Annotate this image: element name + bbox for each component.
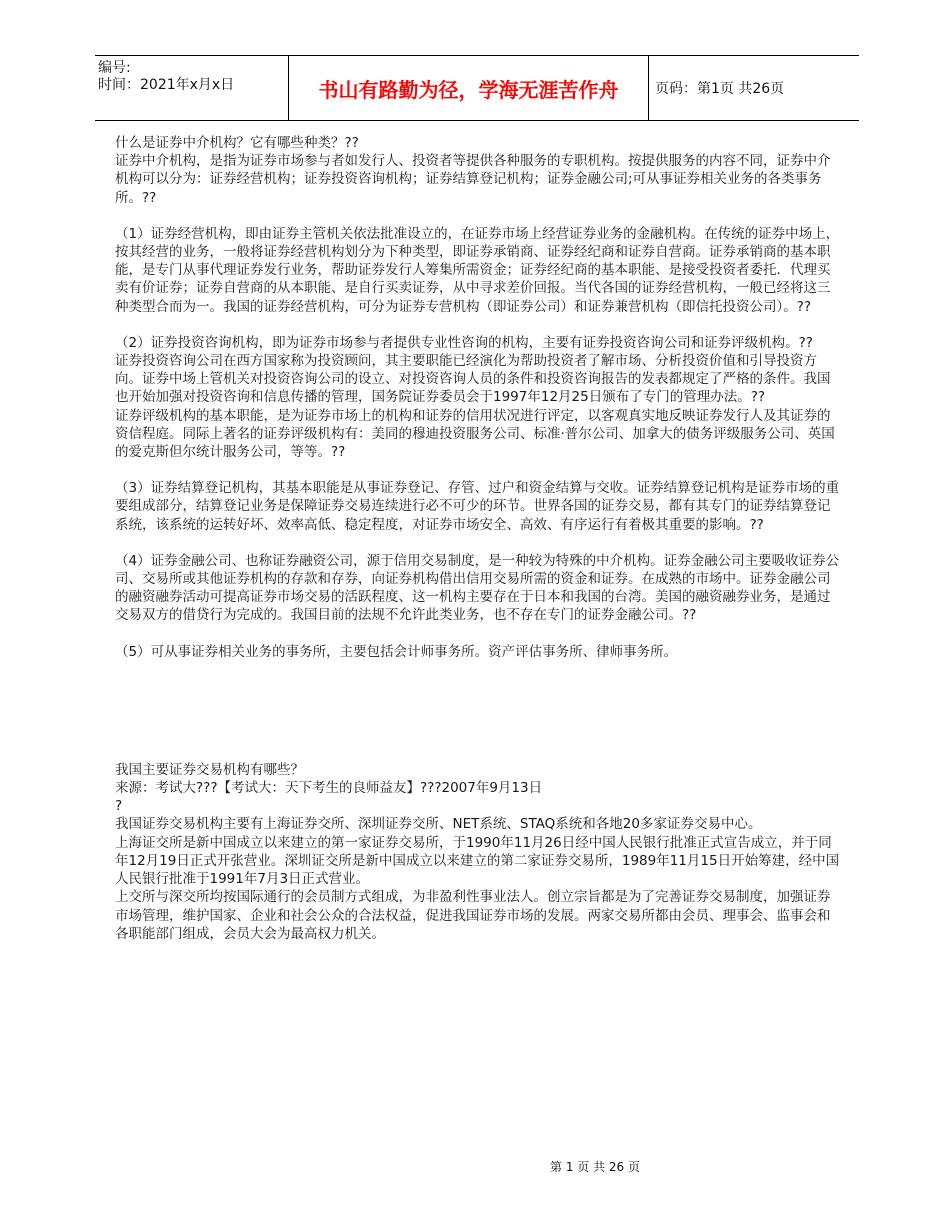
question-title-2: 我国主要证券交易机构有哪些？ <box>115 761 304 778</box>
section-2-rating-paragraph: 证券评级机构的基本职能，是为证券市场上的机构和证券的信用状况进行评定，以客观真实地反映证券发行人及其证券的资信程庭。同际上著名的证券评级机构有：美同的穆迪投资服务公司、标准·普尔公司、加拿大的债务评级服务公司、英国的爱克斯但尔统计服务公司，等等。?? <box>115 407 835 461</box>
header-meta <box>95 56 288 120</box>
document-body <box>115 134 840 943</box>
page-header <box>95 55 859 121</box>
section-5-paragraph: （5）可从事证券相关业务的事务所，主要包括会计师事务所。资产评估事务所、律师事务所。 <box>115 643 678 660</box>
section-4-paragraph: （4）证券金融公司、也称证券融资公司，源于信用交易制度，是一种较为特殊的中介机构。证券金融公司主要吸收证券公司、交易所或其他证券机构的存款和存券，向证券机构借出信用交易所需的资金和证券。在成熟的市场中。证券金融公司的融资融券活动可提高证券市场交易的活跃程度、这一机构主要存在于日本和我国的台湾。美国的融资融券业务，是通过交易双方的借贷行为完成的。我国目前的法规不允许此类业务，也不存在专门的证券金融公司。?? <box>115 552 840 624</box>
separator-mark: ? <box>115 798 123 815</box>
exchanges-history-paragraph: 上海证交所是新中国成立以来建立的第一家证券交易所，于1990年11月26日经中国人民银行批准正式宣告成立，并于同年12月19日正式开张营业。深圳证交所是新中国成立以来建立的第二家证券交易所，1989年11月15日开始筹建，经中国人民银行批准于1991年7月3日正式营业。 <box>115 834 840 888</box>
section-2-paragraph: （2）证券投资咨询机构，即为证券市场参与者提供专业性咨询的机构，主要有证券投资咨询公司和证券评级机构。?? <box>115 334 813 351</box>
section-2-consulting-paragraph: 证券投资咨询公司在西方国家称为投资顾问，其主要职能已经演化为帮助投资者了解市场、分析投资价值和引导投资方向。证券中场上管机关对投资咨询公司的设立、对投资咨询人员的条件和投资咨询报告的发表都规定了严格的条件。我国也开始加强对投资咨询和信息传播的管理，国务院证券委员会于1997年12月25日颁布了专门的管理办法。?? <box>115 353 831 406</box>
question-title-1: 什么是证券中介机构？它有哪些种类？?? <box>115 135 359 151</box>
intro-paragraph: 证券中介机构，是指为证券市场参与者如发行人、投资者等提供各种服务的专职机构。按提供服务的内容不同，证券中介机构可以分为：证券经营机构；证券投资咨询机构；证券结算登记机构；证券金融公司;可从事证券相关业务的各类事务所。?? <box>115 153 831 206</box>
exchanges-structure-paragraph: 上交所与深交所均按国际通行的会员制方式组成，为非盈利性事业法人。创立宗旨都是为了完善证券交易制度，加强证券市场管理，维护国家、企业和社会公众的合法权益，促进我国证券市场的发展。两家交易所都由会员、理事会、监事会和各职能部门组成，会员大会为最高权力机关。 <box>115 889 831 942</box>
header-page-info: 页码：第1页 共26页 <box>655 81 785 97</box>
source-line: 来源：考试大???【考试大：天下考生的良师益友】???2007年9月13日 <box>115 780 543 797</box>
exchanges-overview-paragraph: 我国证券交易机构主要有上海证券交所、深圳证券交所、NET系统、STAQ系统和各地20多家证券交易中心。 <box>115 816 762 833</box>
section-3-paragraph: （3）证券结算登记机构，其基本职能是从事证券登记、存管、过户和资金结算与交收。证券结算登记机构是证券市场的重要组成部分，结算登记业务是保障证券交易连续进行必不可少的环节。世界各国的证券交易，都有其专门的证券结算登记系统，该系统的运转好坏、效率高低、稳定程度，对证券市场安全、高效、有序运行有着极其重要的影响。?? <box>115 480 840 533</box>
header-motto: 书山有路勤为径，学海无涯苦作舟 <box>288 56 649 120</box>
section-1-paragraph: （1）证券经营机构，即由证券主管机关依法批准设立的，在证券市场上经营证券业务的金融机构。在传统的证券中场上，按其经营的业务，一般将证券经营机构划分为下种类型，即证券承销商、证券经纪商和证券自营商。证券承销商的基本职能，是专门从事代理证券发行业务，帮助证券发行人筹集所需资金；证券经纪商的基本职能、是接受投资者委托．代理买卖有价证券；证券自营商的从本职能、是自行买卖证券，从中寻求差价回报。当代各国的证券经营机构，一般已经将这三种类型合而为一。我国的证券经营机构，可分为证券专营机构（即证券公司）和证券兼营机构（即信托投资公司）。?? <box>115 225 840 315</box>
document-time-label: 时间：2021年x月x日 <box>98 77 235 93</box>
document-number-label: 编号: <box>98 60 131 76</box>
page-footer: 第 1 页 共 26 页 <box>550 1160 640 1174</box>
